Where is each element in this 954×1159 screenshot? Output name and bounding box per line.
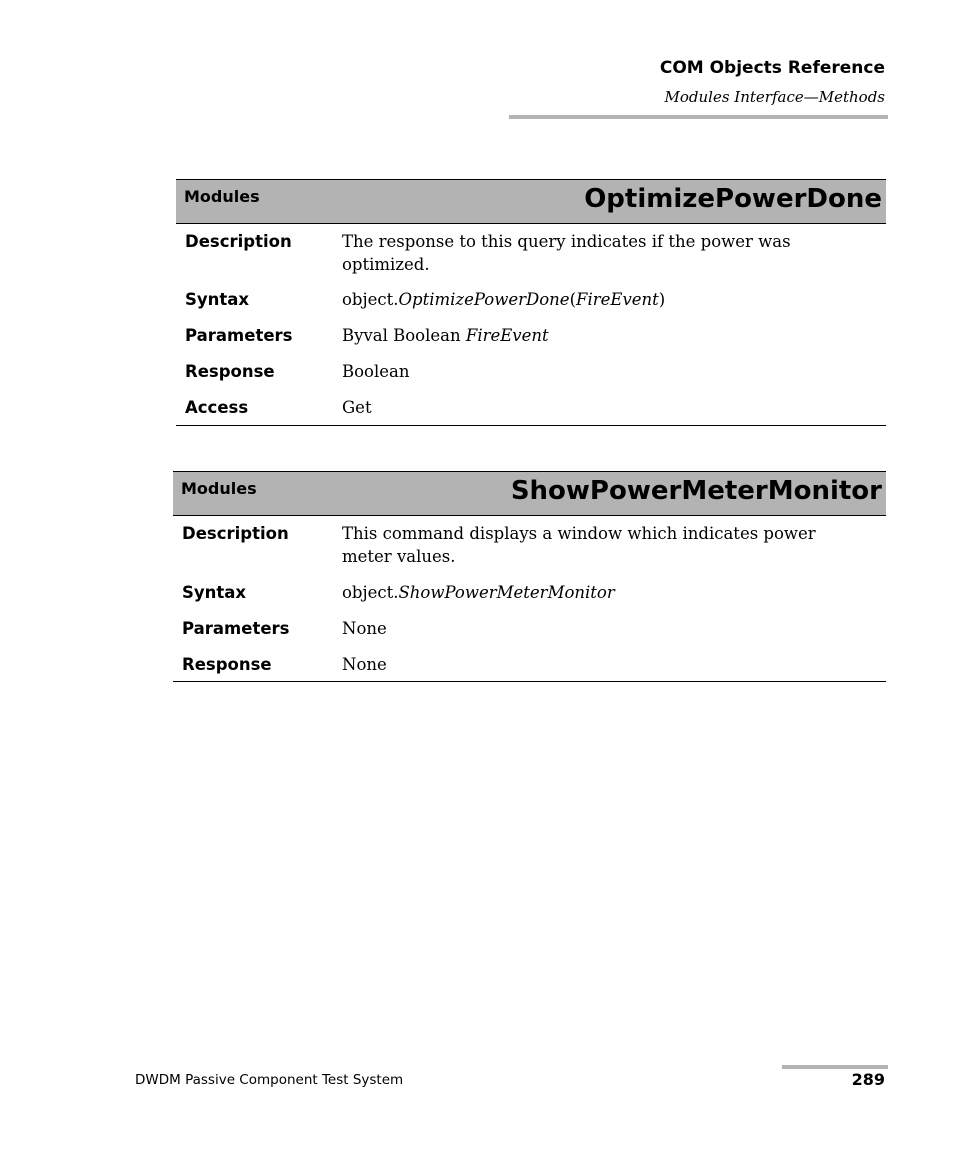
response-value: None (342, 655, 387, 674)
syntax-method: ShowPowerMeterMonitor (398, 583, 615, 602)
parameters-label: Parameters (182, 619, 290, 638)
parameters-label: Parameters (185, 326, 293, 345)
parameters-row (176, 324, 886, 347)
description-label: Description (182, 524, 289, 543)
description-row (176, 230, 886, 276)
syntax-row (176, 288, 886, 311)
method-table-optimizepowerdone (176, 179, 886, 426)
syntax-label: Syntax (185, 290, 250, 309)
table-header (176, 179, 886, 224)
section-title: COM Objects Reference (659, 58, 885, 78)
description-label: Description (185, 232, 292, 251)
section-subtitle: Modules Interface—Methods (664, 88, 885, 106)
syntax-label: Syntax (182, 583, 247, 602)
parameters-prefix: Byval Boolean (342, 326, 466, 345)
description-value: This command displays a window which indicates power meter values. (342, 524, 816, 566)
syntax-param: FireEvent (576, 290, 659, 309)
access-row (176, 396, 886, 419)
parameters-param: FireEvent (465, 326, 549, 345)
response-label: Response (185, 362, 275, 381)
syntax-value (342, 581, 886, 604)
parameters-row (173, 617, 886, 640)
method-table-showpowermetermonitor (173, 471, 886, 682)
response-label: Response (182, 655, 272, 674)
syntax-close-paren: ) (658, 290, 666, 309)
header-rule (509, 115, 888, 119)
syntax-row (173, 581, 886, 604)
description-value: The response to this query indicates if the power was optimized. (342, 232, 791, 274)
table-header (173, 471, 886, 516)
response-value: Boolean (342, 362, 410, 381)
response-row (176, 360, 886, 383)
syntax-open-paren: ( (569, 290, 577, 309)
table-category: Modules (184, 187, 260, 206)
syntax-method: OptimizePowerDone (398, 290, 570, 309)
parameters-value: None (342, 619, 387, 638)
method-name: ShowPowerMeterMonitor (510, 476, 882, 506)
response-row (173, 653, 886, 676)
parameters-value (342, 324, 886, 347)
table-category: Modules (181, 479, 257, 498)
syntax-value (342, 288, 886, 311)
access-label: Access (185, 398, 249, 417)
footer-rule (782, 1065, 888, 1069)
page-number: 289 (851, 1070, 885, 1089)
description-row (173, 522, 886, 568)
syntax-prefix: object. (342, 583, 399, 602)
product-name: DWDM Passive Component Test System (135, 1072, 404, 1088)
access-value: Get (342, 398, 372, 417)
syntax-prefix: object. (342, 290, 399, 309)
method-name: OptimizePowerDone (584, 184, 882, 214)
